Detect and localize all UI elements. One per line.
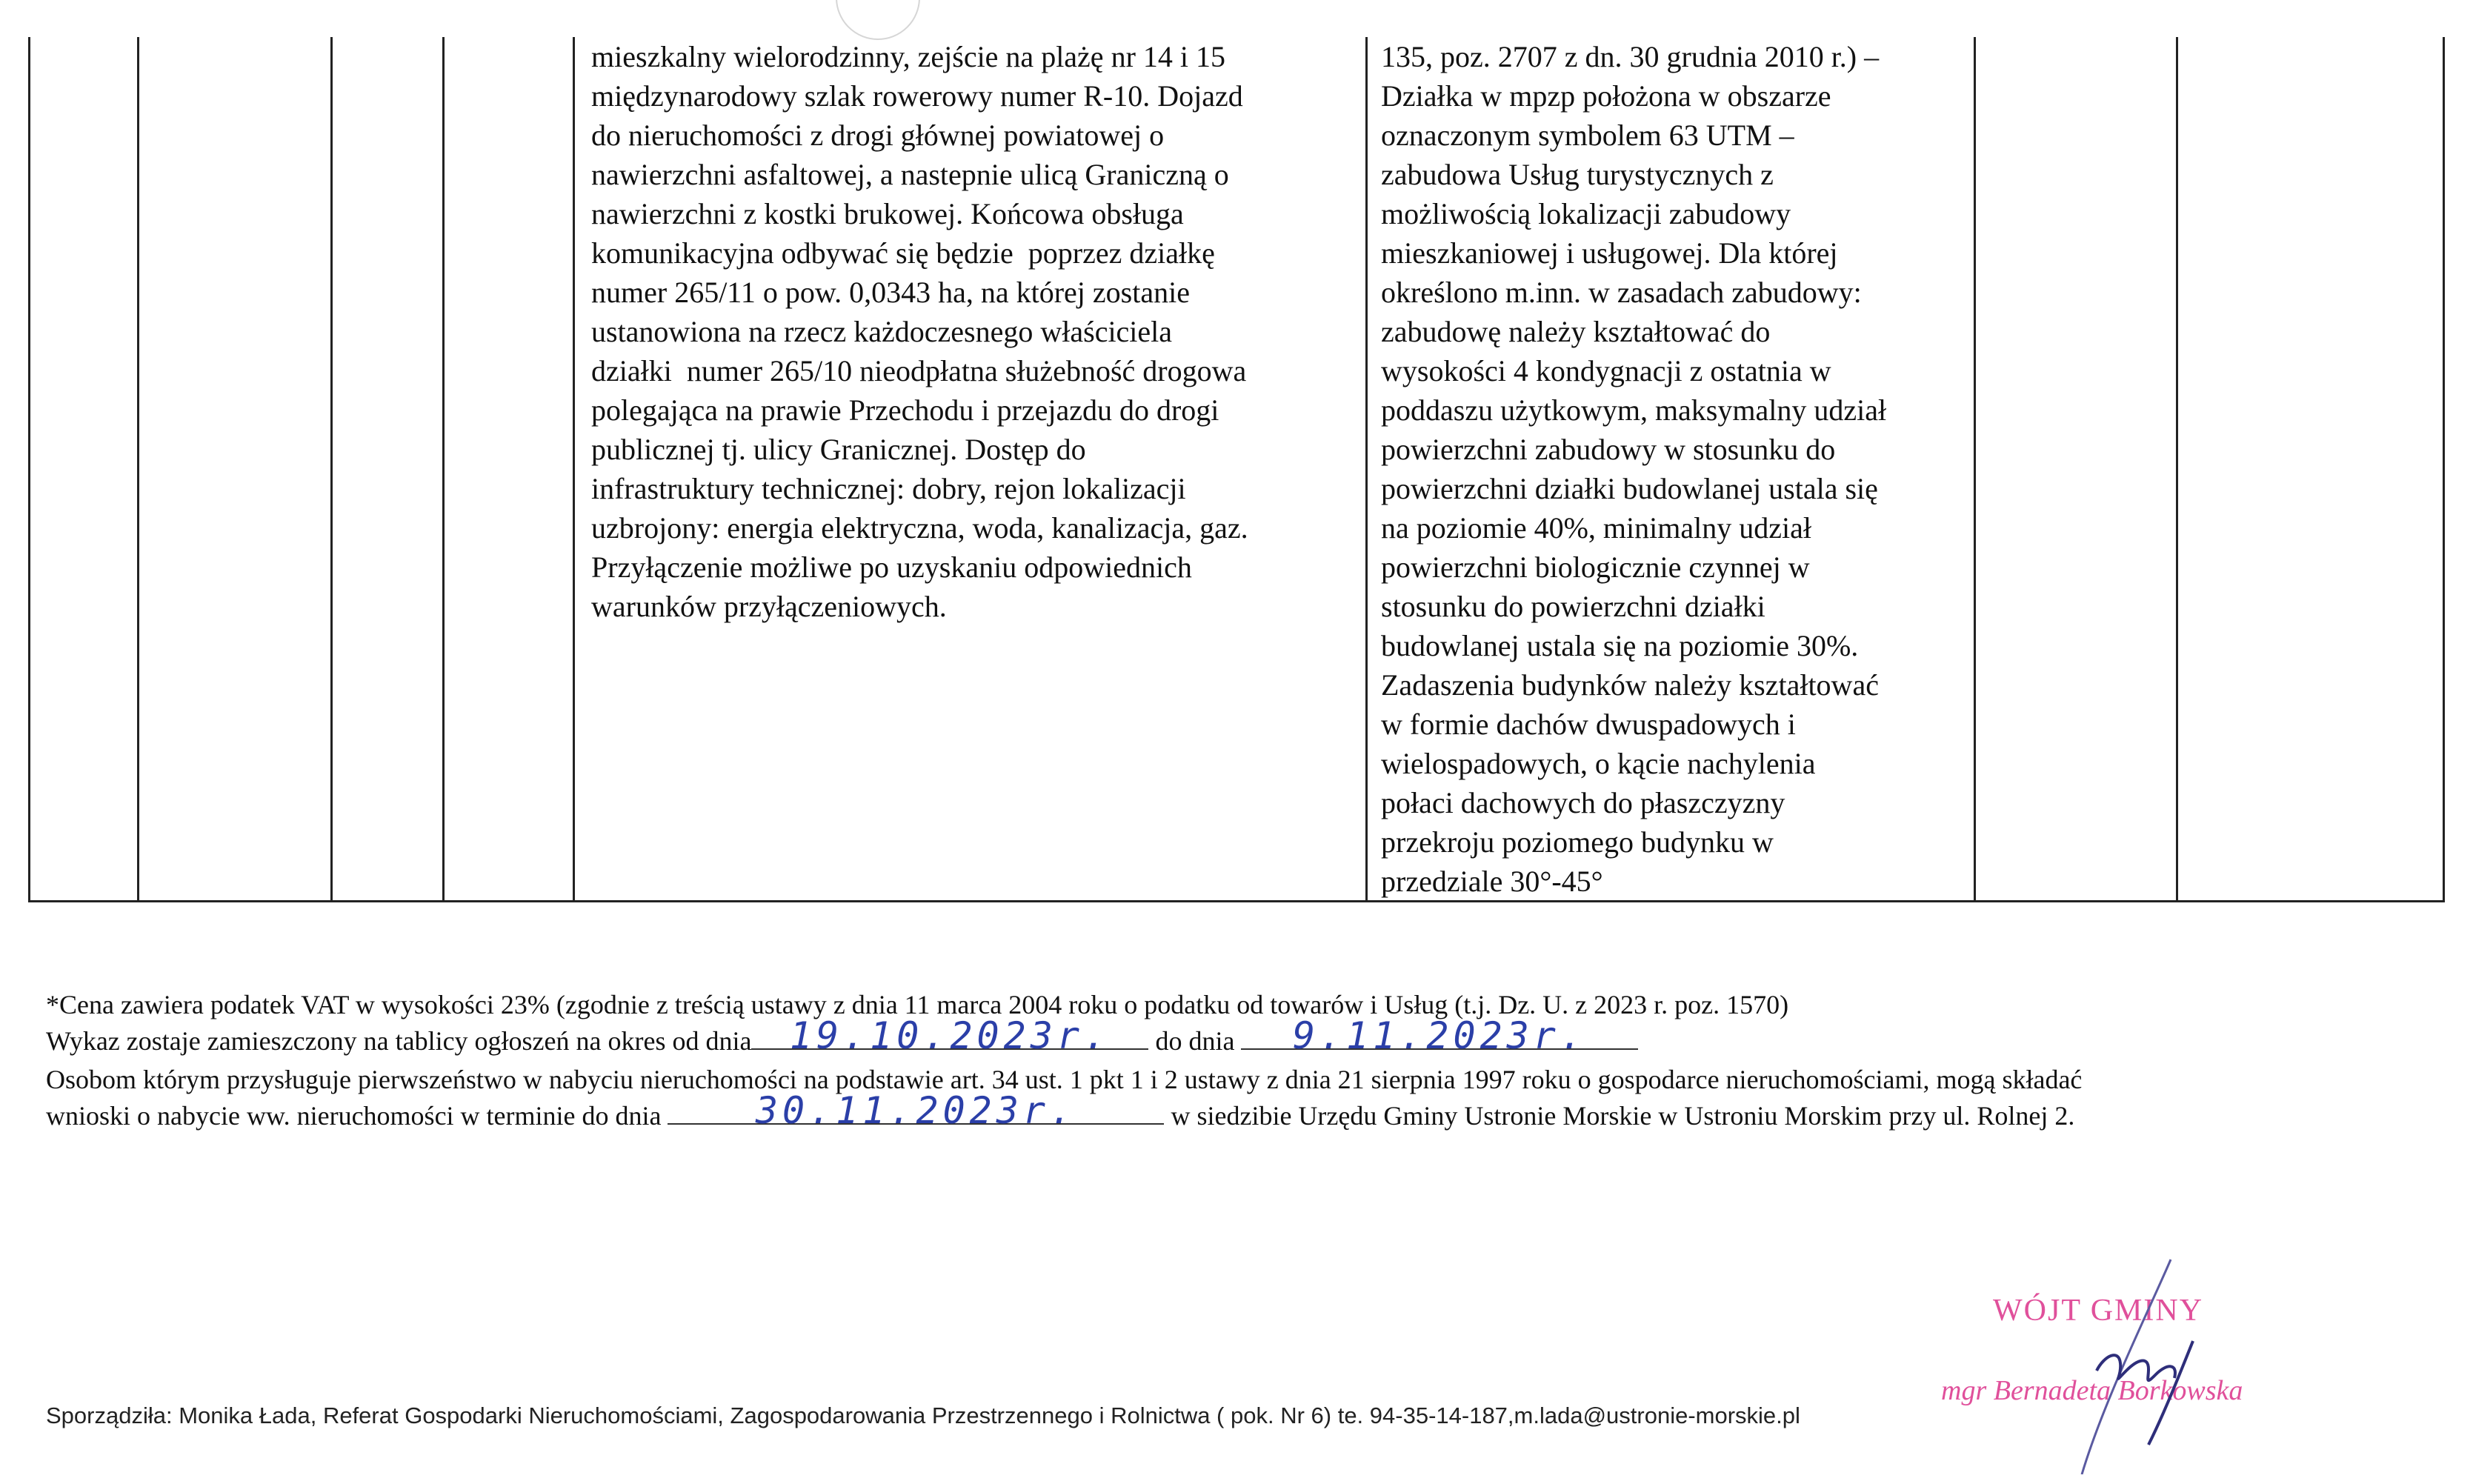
description-line: polegająca na prawie Przechodu i przejazdu do drogi [591, 393, 1219, 427]
description-line: międzynarodowy szlak rowerowy numer R-10. Dojazd [591, 79, 1243, 113]
description-line: komunikacyjna odbywać się będzie poprzez działkę [591, 236, 1215, 270]
posting-from-date: 19.10.2023r. [789, 1014, 1111, 1057]
handwritten-signature [1926, 1252, 2311, 1474]
zoning-line: połaci dachowych do płaszczyzny [1381, 786, 1785, 819]
priority-line-1: Osobom którym przysługuje pierwszeństwo w nabyciu nieruchomości na podstawie art. 34 ust. 1 pkt 1 i 2 ustawy z dnia 21 sierpnia 1997 roku o gospodarce nieruchomościami, mogą składać [46, 1065, 2083, 1094]
zoning-line: zabudowa Usług turystycznych z [1381, 158, 1774, 191]
zoning-line: stosunku do powierzchni działki [1381, 590, 1765, 623]
zoning-line: poddaszu użytkowym, maksymalny udział [1381, 393, 1887, 427]
zoning-line: zabudowę należy kształtować do [1381, 315, 1771, 348]
posting-to-date: 9.11.2023r. [1292, 1014, 1587, 1057]
zoning-line: powierzchni zabudowy w stosunku do [1381, 433, 1836, 466]
prepared-by: Sporządziła: Monika Łada, Referat Gospodarki Nieruchomościami, Zagospodarowania Przestrzennego i Rolnictwa ( pok. Nr 6) te. 94-35-14-187,m.lada@ustronie-morskie.pl [46, 1403, 1800, 1428]
zoning-line: wielospadowych, o kącie nachylenia [1381, 747, 1816, 780]
column-divider [330, 37, 333, 902]
stamp-name: mgr Bernadeta Borkowska [1941, 1375, 2243, 1406]
zoning-line: oznaczonym symbolem 63 UTM – [1381, 119, 1794, 152]
column-divider [1365, 37, 1368, 902]
posting-period-line [46, 1014, 1638, 1058]
deadline-date: 30.11.2023r. [755, 1089, 1077, 1132]
posting-mid: do dnia [1155, 1026, 1235, 1056]
description-line: uzbrojony: energia elektryczna, woda, kanalizacja, gaz. [591, 511, 1248, 545]
description-line: nawierzchni asfaltowej, a nastepnie ulicą Graniczną o [591, 158, 1229, 191]
zoning-line: wysokości 4 kondygnacji z ostatnia w [1381, 354, 1831, 387]
zoning-line: Zadaszenia budynków należy kształtować [1381, 668, 1879, 702]
vat-note: *Cena zawiera podatek VAT w wysokości 23% (zgodnie z treścią ustawy z dnia 11 marca 2004 roku o podatku od towarów i Usług (t.j. Dz. U. z 2023 r. poz. 1570) [46, 990, 1789, 1019]
description-line: ustanowiona na rzecz każdoczesnego właściciela [591, 315, 1173, 348]
description-line: nawierzchni z kostki brukowej. Końcowa obsługa [591, 197, 1184, 230]
zoning-line: Działka w mpzp położona w obszarze [1381, 79, 1831, 113]
zoning-line: przekroju poziomego budynku w [1381, 825, 1774, 859]
scan-artifact [836, 0, 920, 40]
description-line: do nieruchomości z drogi głównej powiatowej o [591, 119, 1165, 152]
mayor-stamp [1926, 1252, 2311, 1474]
priority-suffix: w siedzibie Urzędu Gminy Ustronie Morskie w Ustroniu Morskim przy ul. Rolnej 2. [1171, 1101, 2075, 1131]
zoning-line: powierzchni biologicznie czynnej w [1381, 550, 1810, 584]
posting-from-field [751, 1014, 1148, 1057]
zoning-line: budowlanej ustala się na poziomie 30%. [1381, 629, 1859, 662]
zoning-plan-cell [1381, 37, 1886, 901]
description-line: działki numer 265/10 nieodpłatna służebność drogowa [591, 354, 1247, 387]
column-divider [1974, 37, 1976, 902]
property-description-cell [591, 37, 1248, 626]
priority-prefix: wnioski o nabycie ww. nieruchomości w terminie do dnia [46, 1101, 662, 1131]
posting-prefix: Wykaz zostaje zamieszczony na tablicy ogłoszeń na okres od dnia [46, 1026, 752, 1056]
stamp-title: WÓJT GMINY [1993, 1294, 2204, 1328]
column-divider [442, 37, 445, 902]
zoning-line: mieszkaniowej i usługowej. Dla której [1381, 236, 1838, 270]
zoning-line: 135, poz. 2707 z dn. 30 grudnia 2010 r.) – [1381, 40, 1880, 73]
column-divider [137, 37, 139, 902]
zoning-line: w formie dachów dwuspadowych i [1381, 708, 1796, 741]
description-line: warunków przyłączeniowych. [591, 590, 947, 623]
zoning-line: określono m.inn. w zasadach zabudowy: [1381, 276, 1862, 309]
zoning-line: możliwością lokalizacji zabudowy [1381, 197, 1791, 230]
zoning-line: powierzchni działki budowlanej ustala się [1381, 472, 1878, 505]
posting-to-field [1241, 1014, 1638, 1057]
description-line: infrastruktury technicznej: dobry, rejon lokalizacji [591, 472, 1186, 505]
description-line: Przyłączenie możliwe po uzyskaniu odpowiednich [591, 550, 1192, 584]
deadline-field [668, 1089, 1164, 1132]
column-divider [573, 37, 575, 902]
column-divider [2176, 37, 2178, 902]
description-line: publicznej tj. ulicy Granicznej. Dostęp do [591, 433, 1086, 466]
description-line: mieszkalny wielorodzinny, zejście na plażę nr 14 i 15 [591, 40, 1225, 73]
zoning-line: przedziale 30°-45° [1381, 865, 1603, 898]
zoning-line: na poziomie 40%, minimalny udział [1381, 511, 1811, 545]
description-line: numer 265/11 o pow. 0,0343 ha, na której zostanie [591, 276, 1190, 309]
priority-line-2 [46, 1089, 2075, 1133]
